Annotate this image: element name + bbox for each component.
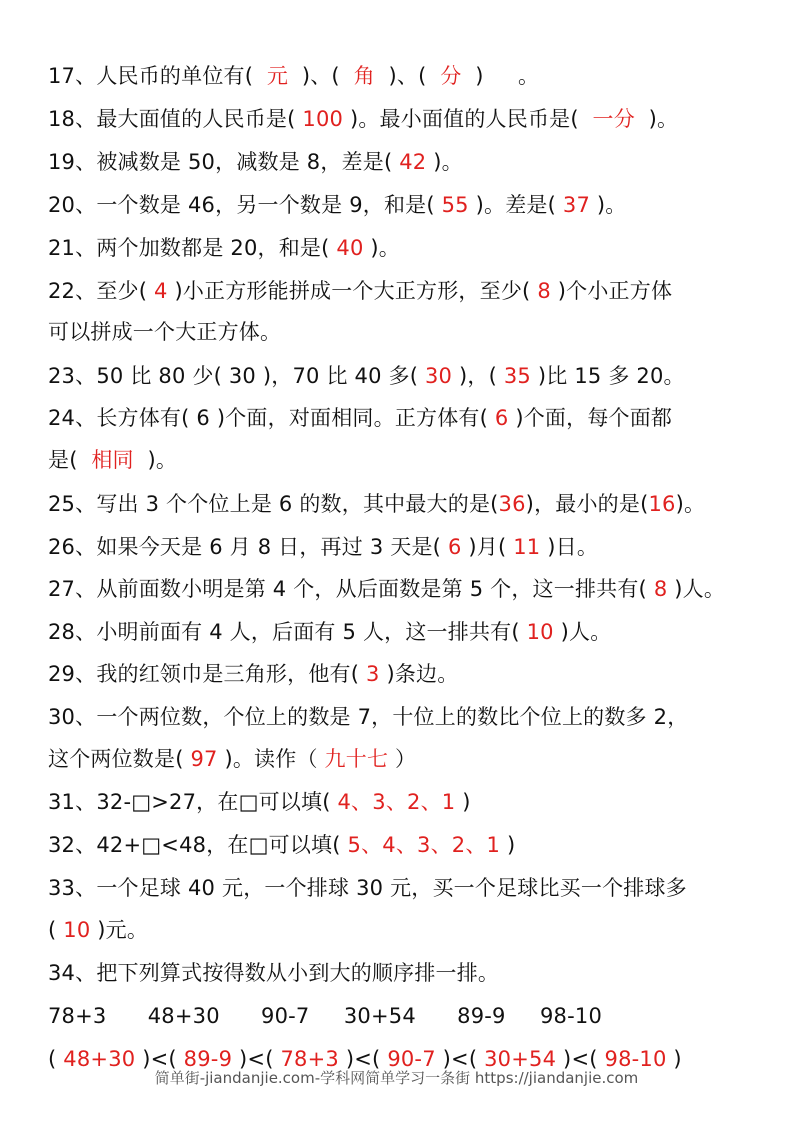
question-text: )月(	[461, 535, 514, 559]
question-text: )<(	[435, 1047, 485, 1071]
question-text: )。	[363, 236, 400, 260]
question-text: 是(	[48, 448, 92, 472]
question-text: )。最小面值的人民币是(	[343, 107, 593, 131]
watermark-footer: 简单街-jiandanjie.com-学科网简单学习一条街 https://jiandanjie.com	[154, 1069, 639, 1087]
answer-text: 55	[441, 193, 469, 217]
answer-text: 100	[302, 107, 344, 131]
question-text: (	[48, 918, 64, 942]
question-text: ）	[388, 747, 417, 771]
question-text: 17、人民币的单位有(	[48, 64, 267, 88]
answer-text: 90-7	[387, 1047, 436, 1071]
question-line-20	[48, 191, 626, 219]
question-line-28	[48, 618, 611, 646]
question-line-33b	[48, 916, 148, 944]
answer-text: 4、3、2、1	[337, 790, 456, 814]
answer-text: 89-9	[183, 1047, 233, 1071]
answer-text: 78+3	[280, 1047, 339, 1071]
answer-text: 30+54	[484, 1047, 557, 1071]
question-text: )条边。	[379, 662, 459, 686]
question-text: )元。	[90, 918, 149, 942]
question-text: )、(	[374, 64, 441, 88]
question-text: )。	[133, 448, 178, 472]
question-text: )	[500, 833, 516, 857]
answer-text: 8	[653, 577, 668, 601]
question-text: 18、最大面值的人民币是(	[48, 107, 303, 131]
question-line-33a	[48, 874, 687, 902]
answer-text: 3	[366, 662, 380, 686]
answer-text: 角	[353, 64, 375, 88]
question-text: 32、42+□<48，在□可以填(	[48, 833, 348, 857]
answer-text: 10	[63, 918, 91, 942]
question-line-27	[48, 575, 725, 603]
question-text: )个小正方体	[550, 279, 673, 303]
question-text: )、(	[288, 64, 354, 88]
question-text: )，最小的是(	[525, 492, 649, 516]
question-text: )。读作（	[217, 747, 325, 771]
question-text: 22、至少(	[48, 279, 154, 303]
question-line-17	[48, 62, 539, 90]
answer-text: 35	[503, 364, 531, 388]
question-text: 可以拼成一个大正方体。	[48, 320, 282, 344]
question-text: )日。	[540, 535, 599, 559]
question-text: 23、50 比 80 少( 30 )，70 比 40 多(	[48, 364, 425, 388]
question-line-26	[48, 533, 598, 561]
question-text: 78+3 48+30 90-7 30+54 89-9 98-10	[48, 1004, 603, 1028]
question-text: 29、我的红领巾是三角形，他有(	[48, 662, 366, 686]
question-line-21	[48, 234, 400, 262]
answer-text: 10	[526, 620, 554, 644]
answer-text: 6	[447, 535, 462, 559]
question-line-29	[48, 660, 458, 688]
question-text: )人。	[553, 620, 612, 644]
answer-text: 一分	[592, 107, 635, 131]
answer-text: 分	[440, 64, 462, 88]
question-text: 20、一个数是 46，另一个数是 9，和是(	[48, 193, 442, 217]
answer-text: 元	[266, 64, 289, 88]
question-text: )。	[634, 107, 679, 131]
question-text: )<(	[135, 1047, 184, 1071]
question-text: 这个两位数是(	[48, 747, 191, 771]
answer-text: 42	[399, 150, 427, 174]
answer-text: 16	[648, 492, 676, 516]
question-text: (	[48, 1047, 64, 1071]
question-text: )<(	[232, 1047, 281, 1071]
question-text: )人。	[667, 577, 726, 601]
question-line-22a	[48, 277, 672, 305]
question-text: 33、一个足球 40 元，一个排球 30 元，买一个足球比买一个排球多	[48, 876, 687, 900]
question-text: )小正方形能拼成一个大正方形，至少(	[167, 279, 538, 303]
answer-text: 40	[336, 236, 364, 260]
answer-text: 97	[190, 747, 218, 771]
question-text: )<(	[338, 1047, 388, 1071]
answer-text: 11	[513, 535, 541, 559]
question-line-34a	[48, 959, 499, 987]
question-line-31	[48, 788, 471, 816]
question-line-19	[48, 148, 463, 176]
question-text: 28、小明前面有 4 人，后面有 5 人，这一排共有(	[48, 620, 527, 644]
question-text: )	[666, 1047, 682, 1071]
answer-text: 6	[494, 406, 509, 430]
answer-text: 98-10	[604, 1047, 667, 1071]
question-text: )个面，每个面都	[508, 406, 673, 430]
question-text: 25、写出 3 个个位上是 6 的数，其中最大的是(	[48, 492, 499, 516]
answer-text: 相同	[91, 448, 134, 472]
question-text: 21、两个加数都是 20，和是(	[48, 236, 337, 260]
question-text: )，(	[452, 364, 504, 388]
answer-text: 5、4、3、2、1	[347, 833, 501, 857]
answer-text: 36	[498, 492, 526, 516]
question-text: 27、从前面数小明是第 4 个，从后面数是第 5 个，这一排共有(	[48, 577, 654, 601]
question-text: )。差是(	[468, 193, 563, 217]
question-line-24b	[48, 446, 177, 474]
question-line-23	[48, 362, 685, 390]
question-line-25	[48, 490, 705, 518]
answer-text: 48+30	[63, 1047, 136, 1071]
question-line-22b	[48, 318, 281, 346]
question-text: 34、把下列算式按得数从小到大的顺序排一排。	[48, 961, 500, 985]
question-text: )。	[675, 492, 706, 516]
question-text: )	[455, 790, 471, 814]
question-line-34b	[48, 1002, 602, 1030]
question-text: )比 15 多 20。	[531, 364, 685, 388]
question-text: 30、一个两位数，个位上的数是 7，十位上的数比个位上的数多 2，	[48, 705, 689, 729]
question-line-30b	[48, 745, 416, 773]
answer-text: 4	[154, 279, 168, 303]
question-line-18	[48, 105, 678, 133]
question-text: 24、长方体有( 6 )个面，对面相同。正方体有(	[48, 406, 495, 430]
answer-text: 九十七	[324, 747, 389, 771]
question-text: 31、32-□>27，在□可以填(	[48, 790, 338, 814]
question-text: )<(	[556, 1047, 605, 1071]
question-line-30a	[48, 703, 688, 731]
question-text: )。	[590, 193, 627, 217]
question-text: 26、如果今天是 6 月 8 日，再过 3 天是(	[48, 535, 448, 559]
question-line-32	[48, 831, 515, 859]
question-line-24a	[48, 404, 672, 432]
answer-text: 30	[425, 364, 453, 388]
question-text: 19、被减数是 50，减数是 8，差是(	[48, 150, 400, 174]
answer-text: 8	[537, 279, 551, 303]
question-text: )。	[426, 150, 463, 174]
answer-text: 37	[562, 193, 591, 217]
question-text: ) 。	[461, 64, 540, 88]
